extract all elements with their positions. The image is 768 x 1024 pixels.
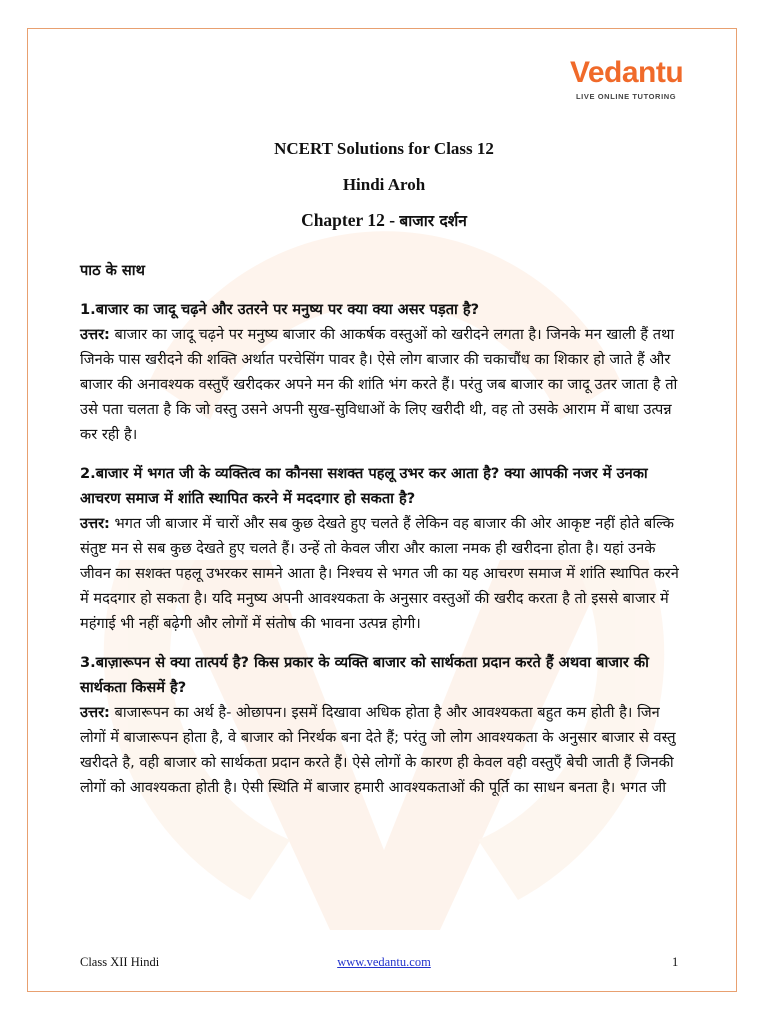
vedantu-logo [570,56,715,106]
answer-2 [80,511,686,636]
logo-tagline: LIVE ONLINE TUTORING [576,92,677,101]
chapter-name: बाजार दर्शन [399,212,467,230]
question-1: 1.बाजार का जादू चढ़ने और उतरने पर मनुष्य पर क्या क्या असर पड़ता है? [80,301,480,318]
answer-text: भगत जी बाजार में चारों और सब कुछ देखते हुए चलते हैं लेकिन वह बाजार की ओर आकृष्ट नहीं होते बल्कि संतुष्ट मन से सब कुछ देखते हुए चलते हैं। उन्हें तो केवल जीरा और काला नमक ही खरीदना होता है। यहां उनके जीवन का सशक्त पहलू उभरकर सामने आता है। निश्चय से भगत जी का यह आचरण समाज में शांति स्थापित करने में मददगार हो सकता है। यदि मनुष्य अपनी आवश्यकता के अनुसार वस्तुओं की खरीद करता है तो इससे बाजार में महंगाई भी नहीं बढ़ेगी और लोगों में संतोष की भावना उत्पन्न होगी। [80,515,679,632]
page-number: 1 [672,955,679,969]
answer-label: उत्तर: [80,326,110,343]
document-body [80,258,686,814]
answer-label: उत्तर: [80,704,110,721]
answer-label: उत्तर: [80,515,110,532]
footer-website-link[interactable]: www.vedantu.com [337,955,431,969]
section-title: पाठ के साथ [80,262,145,279]
answer-text: बाजार का जादू चढ़ने पर मनुष्य बाजार की आकर्षक वस्तुओं को खरीदने लगता है। जिनके मन खाली हैं तथा जिनके पास खरीदने की शक्ति अर्थात परचेसिंग पावर है। ऐसे लोग बाजार की चकाचौंध का शिकार हो जाते हैं और बाजार की अनावश्यक वस्तुएँ खरीदकर अपने मन की शांति भंग करते हैं। परंतु जब बाजार का जादू उतर जाता है तो उसे पता चलता है कि जो वस्तु उसने अपनी सुख-सुविधाओं के लिए खरीदी थी, वह तो उसके आराम में बाधा उत्पन्न कर रही है। [80,326,678,443]
answer-text: बाजारूपन का अर्थ है- ओछापन। इसमें दिखावा अधिक होता है और आवश्यकता बहुत कम होती है। जिन लोगों में बाजारूपन होता है, वे बाजार को निरर्थक बना देते हैं; परंतु जो लोग आवश्यकता के अनुसार बाजार से वस्तु खरीदते है, वही बाजार को सार्थकता प्रदान करते हैं। ऐसे लोगों के कारण ही केवल वही वस्तुएँ बेची जाती हैं जिनकी लोगों को आवश्यकता होती है। ऐसी स्थिति में बाजार हमारी आवश्यकताओं की पूर्ति का साधन बनता है। भगत जी [80,704,676,796]
answer-3 [80,700,686,800]
question-2: 2.बाजार में भगत जी के व्यक्तित्व का कौनसा सशक्त पहलू उभर कर आता है? क्या आपकी नजर में उनका आचरण समाज में शांति स्थापित करने में मददगार हो सकता है? [80,465,648,507]
doc-subject: Hindi Aroh [342,175,426,194]
doc-title: NCERT Solutions for Class 12 [274,139,494,158]
chapter-heading [0,209,768,231]
question-3: 3.बाज़ारूपन से क्या तात्पर्य है? किस प्रकार के व्यक्ति बाजार को सार्थकता प्रदान करते हैं अथवा बाजार की सार्थकता किसमें है? [80,654,649,696]
chapter-prefix: Chapter 12 - [301,210,400,230]
logo-wordmark: Vedantu [570,56,684,89]
footer-class-label: Class XII Hindi [80,955,160,969]
answer-1 [80,322,686,447]
